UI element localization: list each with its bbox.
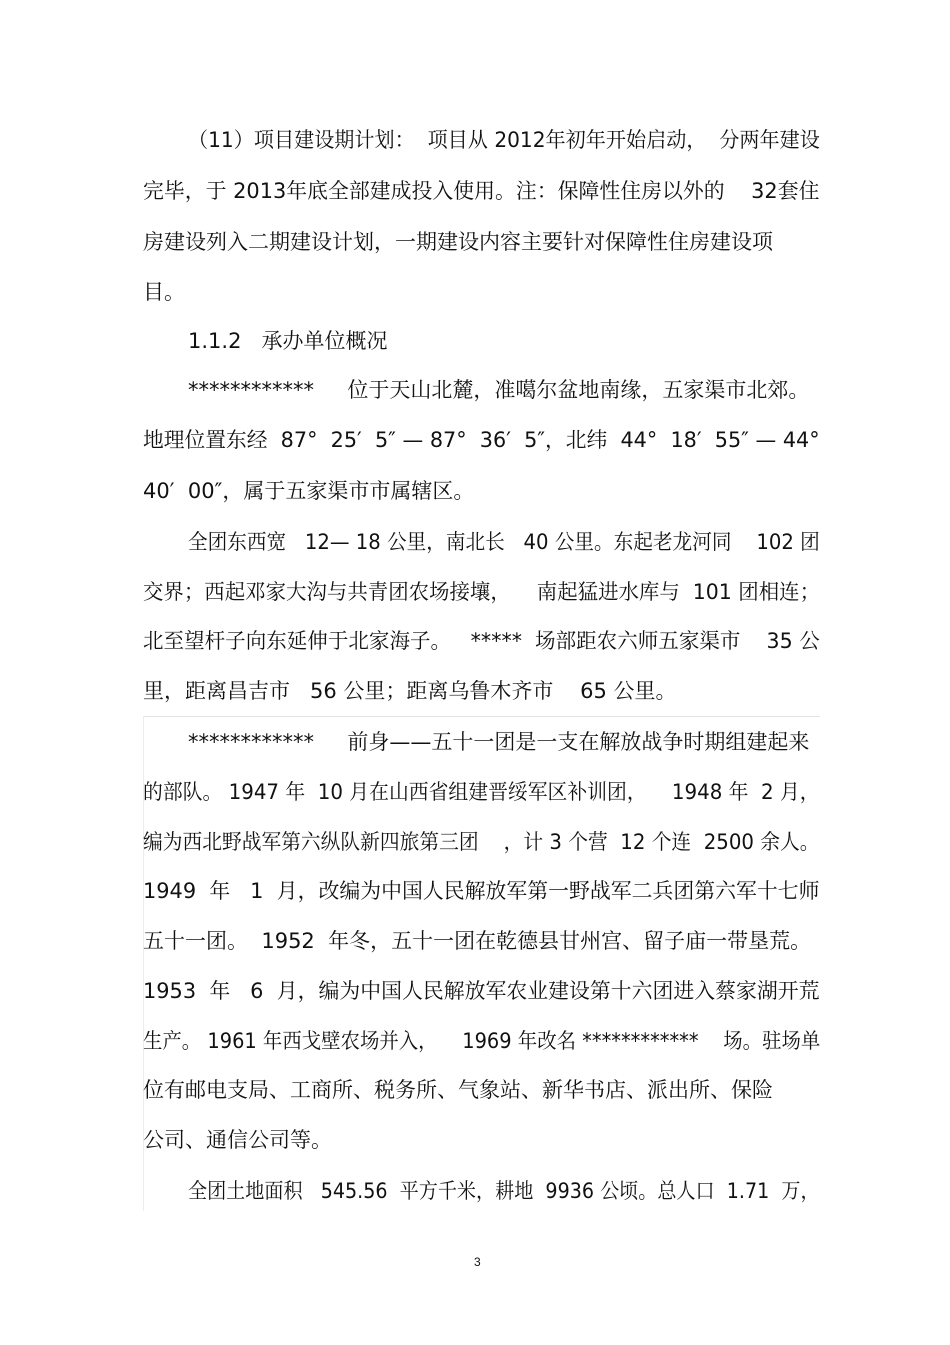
paragraph-line: ************ 位于天山北麓，准噶尔盆地南缘，五家渠市北郊。 <box>188 378 810 402</box>
paragraph-line: ************ 前身——五十一团是一支在解放战争时期组建起来 <box>188 730 810 754</box>
paragraph-line: 里，距离昌吉市 56 公里；距离乌鲁木齐市 65 公里。 <box>143 679 677 703</box>
section-heading: 1.1.2 承办单位概况 <box>188 329 388 353</box>
paragraph-line: 1953 年 6 月，编为中国人民解放军农业建设第十六团进入蔡家湖开荒 <box>143 979 820 1003</box>
paragraph-line: 交界；西起邓家大沟与共青团农场接壤， 南起猛进水库与 101 团相连； <box>143 580 821 604</box>
paragraph-line: （11）项目建设期计划： 项目从 2012年初年开始启动， 分两年建设 <box>188 128 820 152</box>
paragraph-line: 生产。 1961 年西戈壁农场并入， 1969 年改名 ************ 场。驻场单 <box>143 1029 821 1053</box>
paragraph-line: 全团土地面积 545.56 平方千米，耕地 9936 公顷。总人口 1.71 万， <box>188 1179 820 1203</box>
section-divider <box>143 716 820 717</box>
paragraph-line: 40′ 00″，属于五家渠市市属辖区。 <box>143 479 475 503</box>
paragraph-line: 全团东西宽 12— 18 公里，南北长 40 公里。东起老龙河同 102 团 <box>188 530 820 554</box>
paragraph-line: 公司、通信公司等。 <box>143 1128 332 1152</box>
paragraph-line: 房建设列入二期建设计划，一期建设内容主要针对保障性住房建设项 <box>143 230 773 254</box>
paragraph-line: 的部队。 1947 年 10 月在山西省组建晋绥军区补训团， 1948 年 2 月， <box>143 780 820 804</box>
paragraph-line: 1949 年 1 月，改编为中国人民解放军第一野战军二兵团第六军十七师 <box>143 879 820 903</box>
paragraph-line: 目。 <box>143 280 185 304</box>
paragraph-line: 五十一团。 1952 年冬，五十一团在乾德县甘州宫、留子庙一带垦荒。 <box>143 929 812 953</box>
page-number: 3 <box>474 1255 481 1269</box>
paragraph-line: 位有邮电支局、工商所、税务所、气象站、新华书店、派出所、保险 <box>143 1078 773 1102</box>
paragraph-line: 完毕，于 2013年底全部建成投入使用。注：保障性住房以外的 32套住 <box>143 179 820 203</box>
paragraph-line: 北至望杆子向东延伸于北家海子。 ***** 场部距农六师五家渠市 35 公 <box>143 629 820 653</box>
paragraph-line: 地理位置东经 87° 25′ 5″ — 87° 36′ 5″，北纬 44° 18′ 55″ — 44° <box>143 428 820 452</box>
paragraph-line: 编为西北野战军第六纵队新四旅第三团 ，计 3 个营 12 个连 2500 余人。 <box>143 830 820 854</box>
